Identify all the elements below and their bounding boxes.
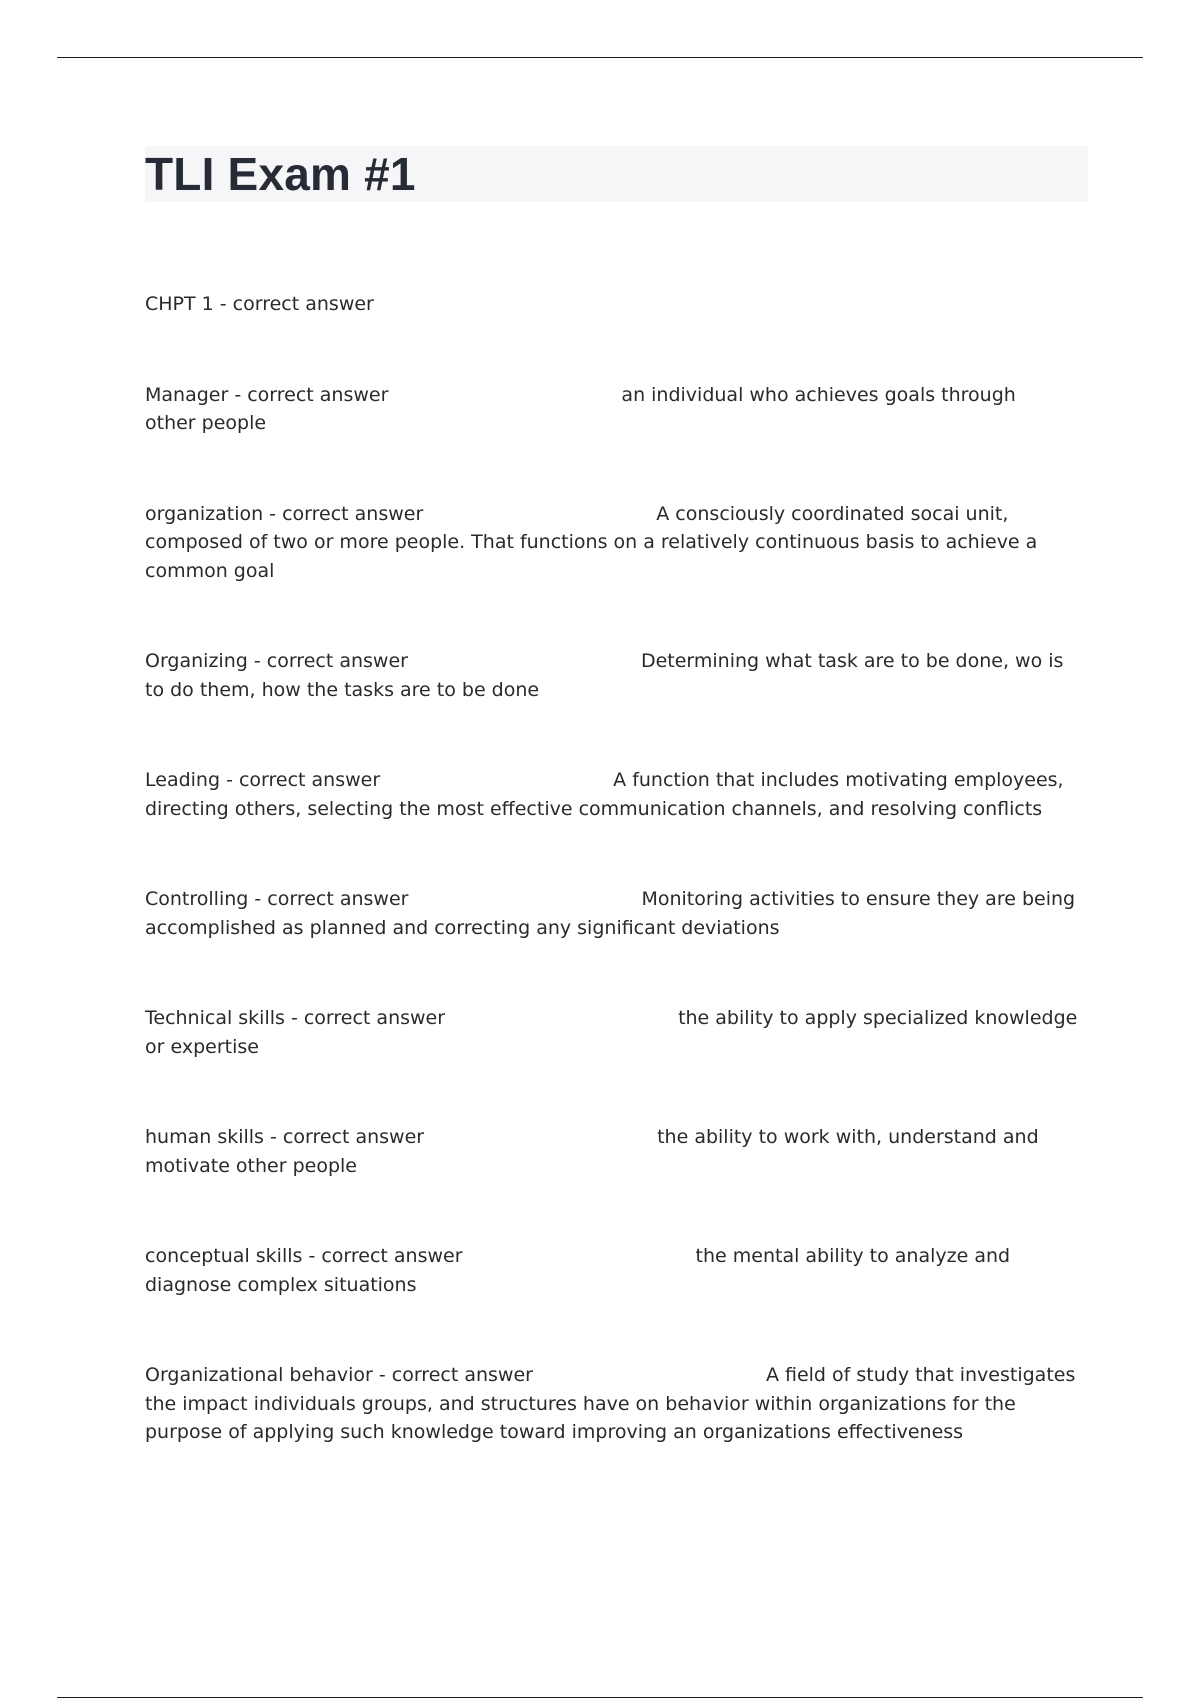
page-title: TLI Exam #1	[145, 148, 416, 200]
document-body	[145, 290, 1080, 1509]
top-rule	[57, 57, 1143, 58]
card-term: conceptual skills - correct answer	[145, 1245, 463, 1267]
card-term: Leading - correct answer	[145, 769, 381, 791]
bottom-rule	[57, 1697, 1143, 1698]
card-definition: A field of study that investigates the impact individuals groups, and structures have on behavior within organizations for the purpose of applying such knowledge toward improving an organizations effectiveness	[145, 1364, 1076, 1443]
card-definition: the ability to work with, understand and motivate other people	[145, 1126, 1039, 1177]
card-term: Organizational behavior - correct answer	[145, 1364, 533, 1386]
card-definition: an individual who achieves goals through other people	[145, 383, 1016, 434]
flashcard	[145, 500, 1080, 586]
card-term: organization - correct answer	[145, 502, 424, 525]
flashcard	[145, 1361, 1080, 1447]
flashcard	[145, 766, 1080, 823]
card-definition: the mental ability to analyze and diagnose complex situations	[145, 1245, 1011, 1296]
flashcard	[145, 381, 1080, 438]
card-definition: A function that includes motivating employees, directing others, selecting the most effective communication channels, and resolving conflicts	[145, 769, 1064, 820]
flashcard	[145, 885, 1080, 942]
card-definition: Monitoring activities to ensure they are being accomplished as planned and correcting any significant deviations	[145, 888, 1076, 939]
flashcard	[145, 1004, 1080, 1061]
card-definition: Determining what task are to be done, wo is to do them, how the tasks are to be done	[145, 650, 1064, 701]
flashcard	[145, 647, 1080, 704]
flashcard	[145, 1242, 1080, 1299]
flashcard	[145, 1123, 1080, 1180]
card-term: Controlling - correct answer	[145, 888, 409, 910]
chapter-heading: CHPT 1 - correct answer	[145, 293, 374, 315]
card-term: human skills - correct answer	[145, 1126, 425, 1148]
card-term: Technical skills - correct answer	[145, 1007, 446, 1029]
card-term: Organizing - correct answer	[145, 650, 408, 672]
card-definition: A consciously coordinated socai unit, composed of two or more people. That functions on a relatively continuous basis to achieve a common goal	[145, 502, 1038, 582]
card-term: Manager - correct answer	[145, 383, 389, 406]
card-definition: the ability to apply specialized knowledge or expertise	[145, 1007, 1078, 1058]
title-banner	[145, 146, 1088, 202]
